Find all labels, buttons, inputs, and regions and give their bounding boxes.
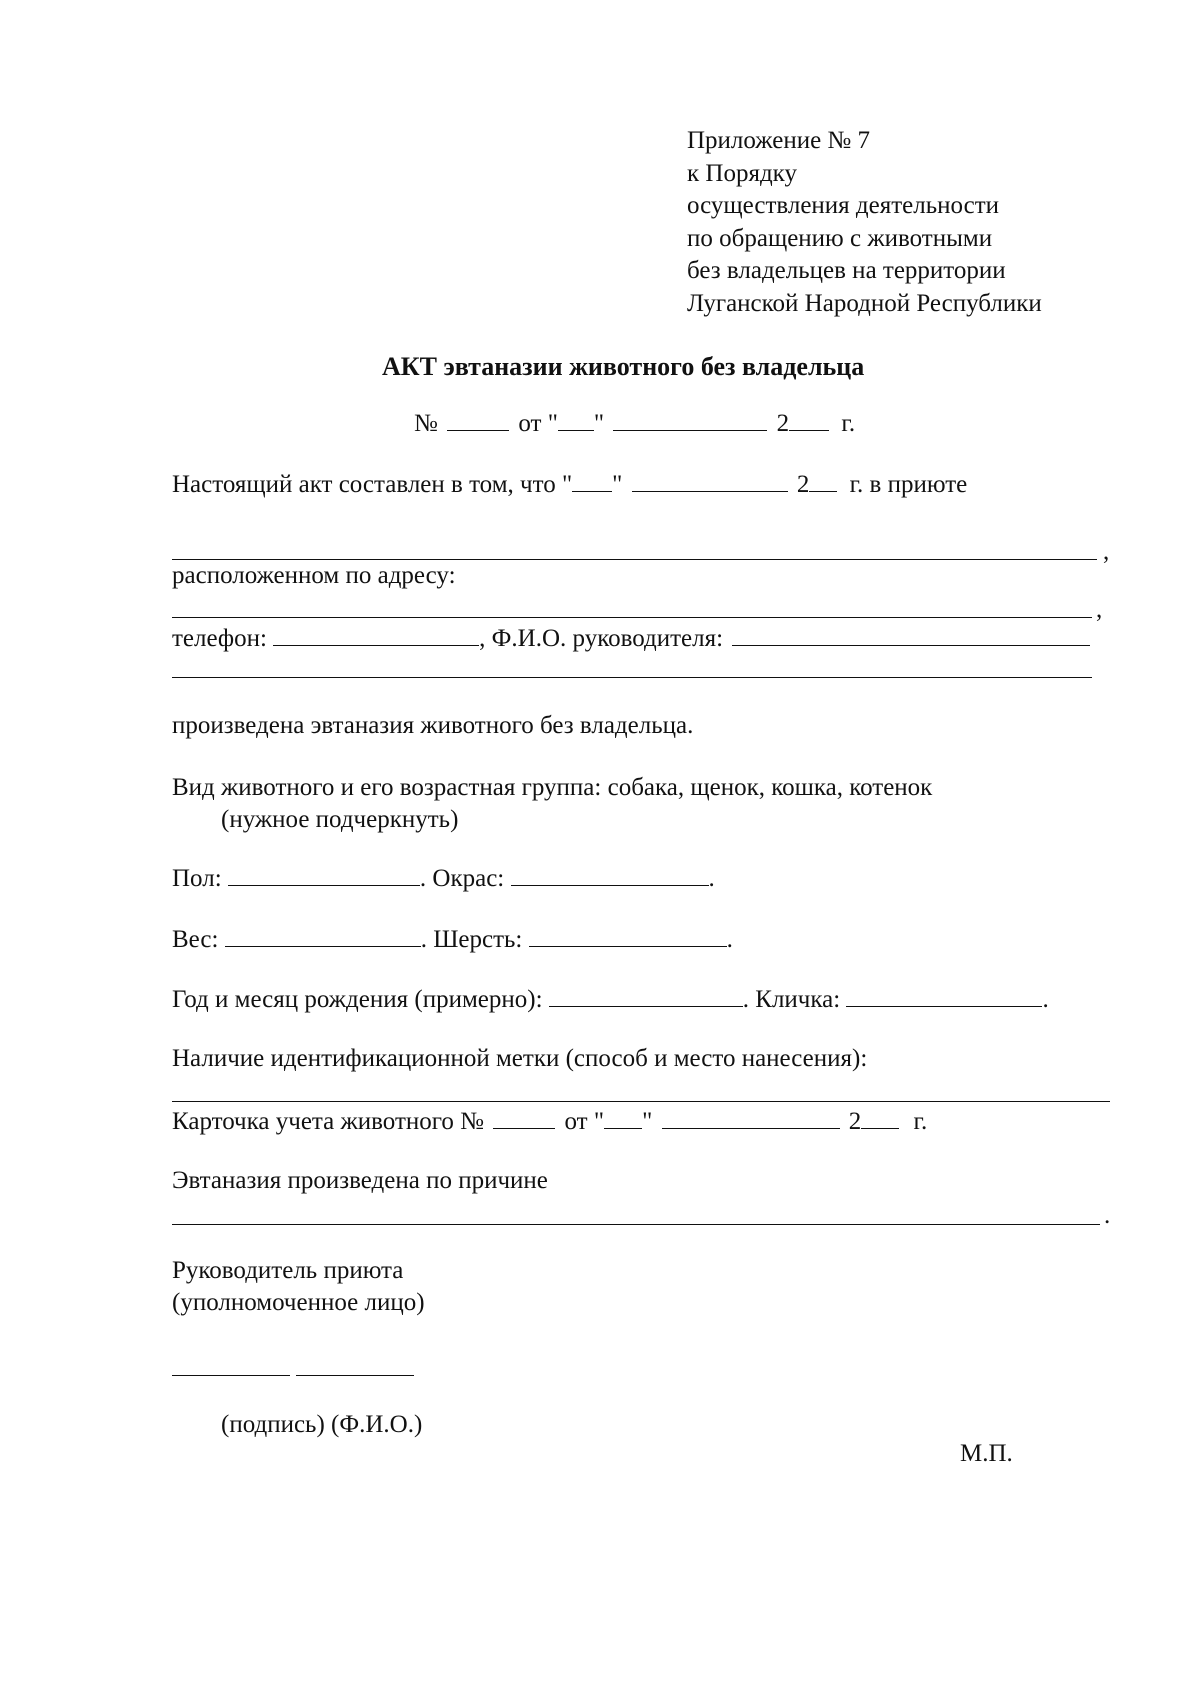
appendix-header-line: без владельцев на территории (687, 257, 1006, 284)
intro-day-field[interactable] (572, 467, 612, 492)
card-number-field[interactable] (493, 1104, 555, 1129)
number-sign: № (414, 410, 438, 437)
quote-close: " (642, 1108, 653, 1135)
weight-field[interactable] (225, 922, 421, 947)
appendix-header-line: по обращению с животными (687, 224, 993, 252)
from-label: от " (518, 410, 558, 437)
reason-field[interactable] (172, 1224, 1100, 1225)
signature-caption: (подпись) (Ф.И.О.) (221, 1411, 423, 1438)
fur-field[interactable] (529, 922, 727, 947)
sex-field[interactable] (228, 861, 420, 886)
color-field[interactable] (511, 861, 709, 886)
intro-month-field[interactable] (632, 467, 788, 492)
appendix-header-line: Луганской Народной Республики (687, 289, 1042, 317)
act-number-line (414, 406, 855, 440)
phone-line (172, 621, 1093, 655)
document-title: АКТ эвтаназии животного без владельца (382, 352, 865, 381)
phone-field[interactable] (273, 621, 479, 646)
signature-field[interactable] (172, 1375, 290, 1376)
appendix-header-line: Приложение № 7 (687, 127, 871, 154)
performed-text: произведена эвтаназия животного без владельца. (172, 712, 694, 739)
director-fio-field[interactable] (732, 621, 1090, 646)
from-label: от " (564, 1108, 605, 1135)
director-fio-continuation-field[interactable] (172, 677, 1092, 678)
birth-label: Год и месяц рождения (примерно): (172, 986, 543, 1013)
name-field[interactable] (846, 982, 1042, 1007)
year-suffix: г. (841, 410, 856, 437)
comma: , (1103, 538, 1110, 565)
fur-label: . Шерсть: (420, 926, 523, 953)
card-label: Карточка учета животного № (172, 1108, 484, 1135)
appendix-header-line: осуществления деятельности (687, 192, 1000, 219)
act-day-field[interactable] (558, 406, 594, 431)
intro-end: г. в приюте (849, 471, 968, 498)
act-year-field[interactable] (789, 406, 829, 431)
comma: , (1096, 596, 1103, 623)
year-prefix: 2 (796, 471, 810, 498)
birth-field[interactable] (549, 982, 743, 1007)
act-number-field[interactable] (447, 406, 509, 431)
intro-year-field[interactable] (809, 467, 837, 492)
sex-label: Пол: (172, 865, 222, 892)
weight-label: Вес: (172, 926, 219, 953)
sex-line (172, 861, 715, 895)
reason-label: Эвтаназия произведена по причине (172, 1167, 548, 1194)
weight-line (172, 922, 733, 956)
quote-close: " (612, 471, 623, 498)
appendix-header (687, 125, 1042, 320)
species-hint: (нужное подчеркнуть) (221, 806, 459, 833)
name-label: . Кличка: (742, 986, 841, 1013)
address-label: расположенном по адресу: (172, 562, 456, 589)
year-prefix: 2 (848, 1108, 862, 1135)
quote-close: " (593, 410, 605, 437)
head-subtitle: (уполномоченное лицо) (172, 1289, 425, 1316)
card-month-field[interactable] (662, 1104, 840, 1129)
card-day-field[interactable] (604, 1104, 642, 1129)
address-field[interactable] (172, 617, 1092, 618)
phone-label: телефон: (172, 625, 267, 652)
signature-fio-field[interactable] (296, 1375, 414, 1376)
stamp-place: М.П. (960, 1440, 1013, 1467)
species-line: Вид животного и его возрастная группа: собака, щенок, кошка, котенок (172, 774, 933, 801)
id-mark-field[interactable] (172, 1101, 1110, 1102)
fio-label: , Ф.И.О. руководителя: (479, 625, 724, 652)
period: . (1042, 986, 1049, 1013)
period: . (726, 926, 733, 953)
appendix-header-line: к Порядку (687, 159, 797, 187)
head-title: Руководитель приюта (172, 1257, 404, 1284)
birth-line (172, 982, 1049, 1016)
period: . (708, 865, 715, 892)
card-line (172, 1104, 927, 1138)
color-label: . Окрас: (419, 865, 505, 892)
year-prefix: 2 (776, 410, 790, 437)
year-suffix: г. (913, 1108, 928, 1135)
intro-line (172, 467, 967, 501)
id-mark-label: Наличие идентификационной метки (способ и место нанесения): (172, 1045, 868, 1072)
period: . (1104, 1202, 1111, 1229)
card-year-field[interactable] (861, 1104, 899, 1129)
act-month-field[interactable] (613, 406, 767, 431)
intro-text: Настоящий акт составлен в том, что " (172, 471, 573, 498)
